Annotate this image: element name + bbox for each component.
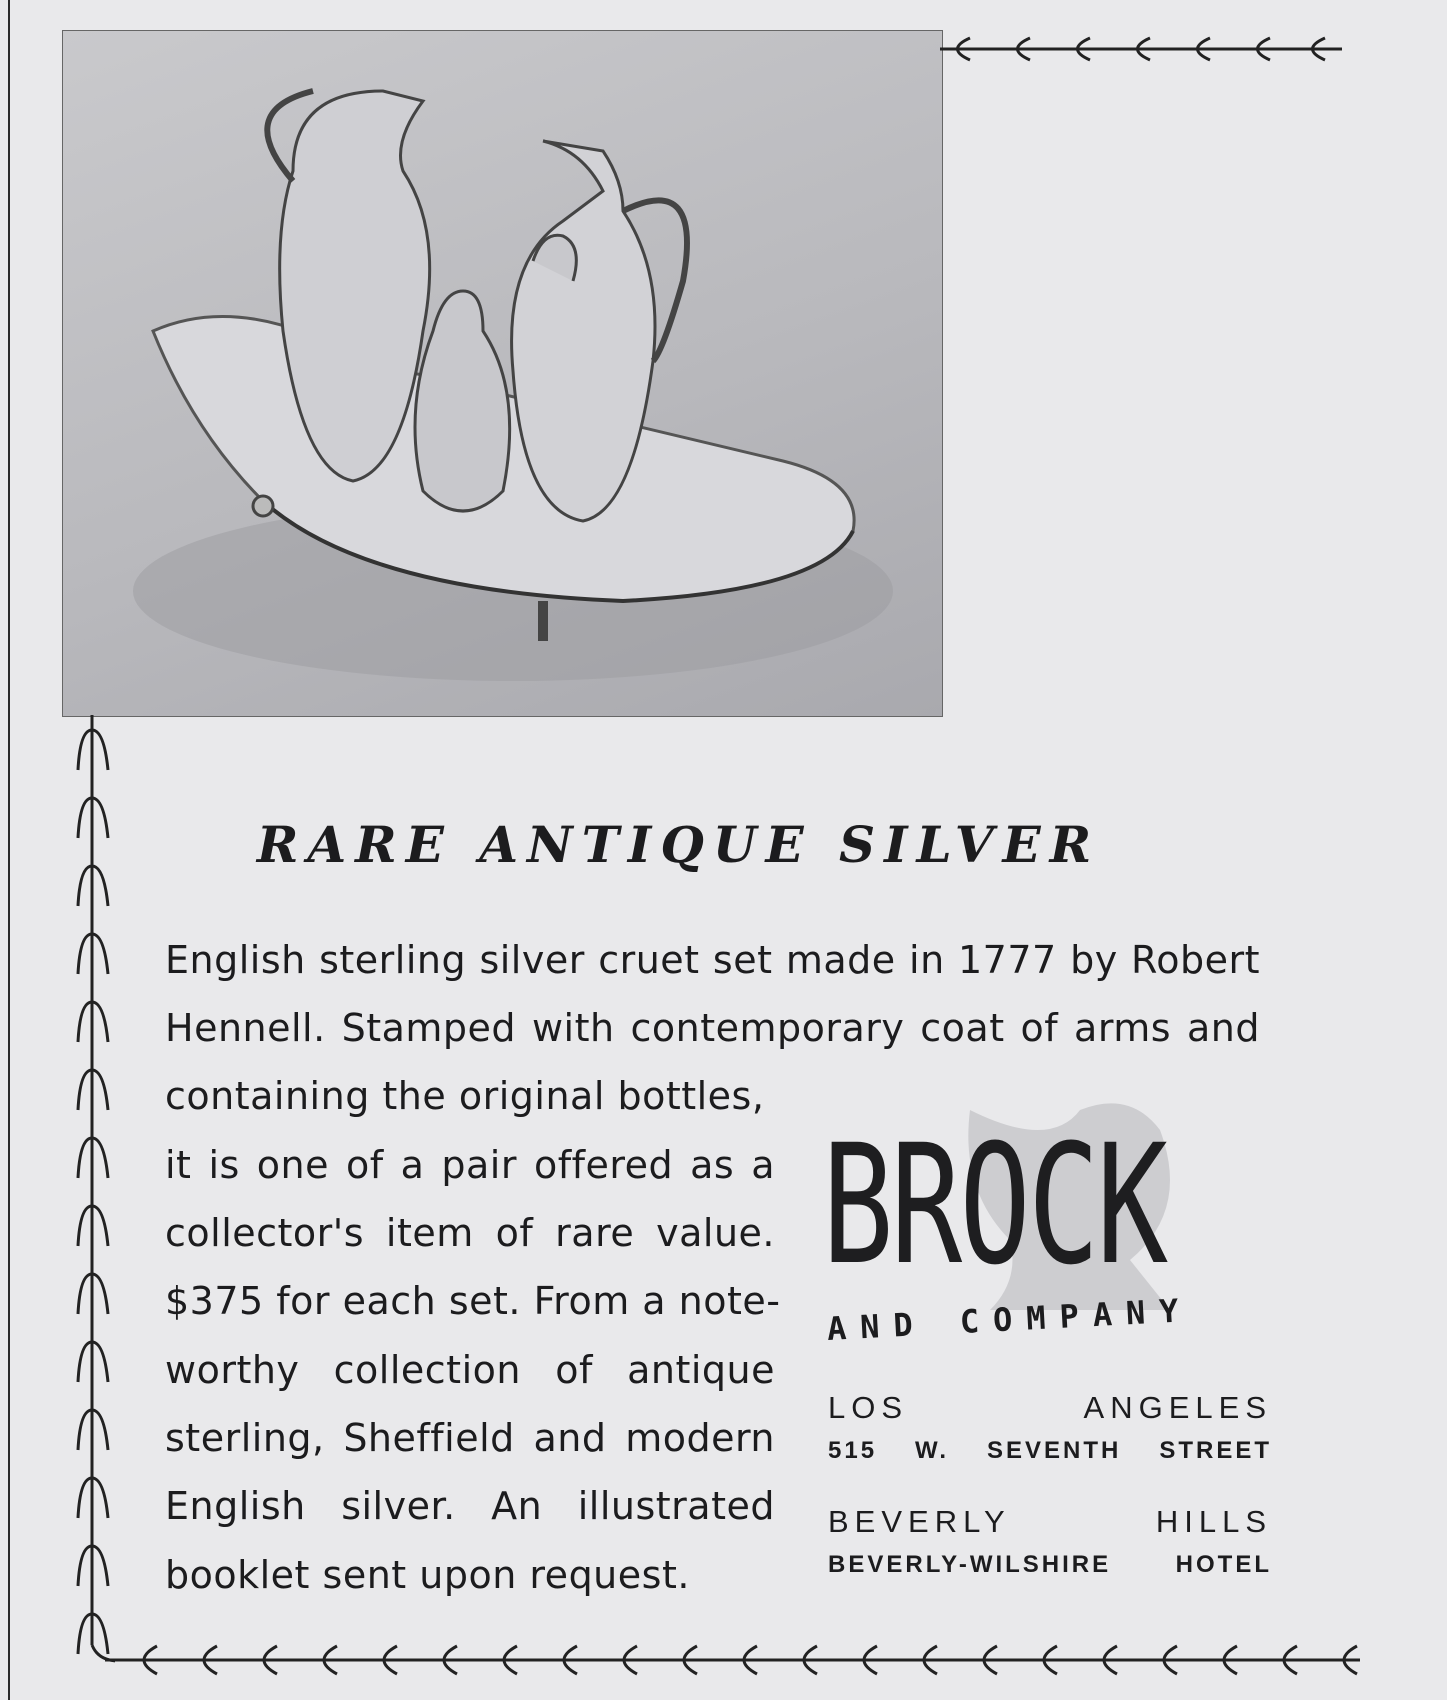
cruet-set-photo xyxy=(62,30,943,717)
body-line: English silver. An illustrated xyxy=(165,1484,775,1528)
body-line: sterling, Sheffield and modern xyxy=(165,1416,775,1460)
body-line: Hennell. Stamped with contemporary coat of arms and xyxy=(165,1006,1260,1050)
body-line: collector's item of rare value. xyxy=(165,1211,775,1255)
headline-text: RARE ANTIQUE SILVER xyxy=(256,815,1101,874)
body-line: $375 for each set. From a note- xyxy=(165,1279,781,1323)
body-line: containing the original bottles, xyxy=(165,1074,765,1118)
bottom-arrow-border xyxy=(105,1640,1360,1680)
ad-headline xyxy=(0,815,1447,874)
location-address: BEVERLY-WILSHIRE HOTEL xyxy=(828,1551,1272,1578)
body-line: English sterling silver cruet set made in 1777 by Robert xyxy=(165,938,1260,982)
top-arrow-border xyxy=(940,34,1342,64)
location-city: BEVERLY HILLS xyxy=(828,1504,1272,1539)
brand-name: BROCK xyxy=(822,1109,1166,1301)
silver-cruet-illustration xyxy=(63,31,942,716)
location-city: LOS ANGELES xyxy=(828,1390,1272,1425)
brand-subtitle: AND COMPANY xyxy=(826,1290,1194,1348)
location-address: 515 W. SEVENTH STREET xyxy=(828,1437,1272,1464)
body-line: booklet sent upon request. xyxy=(165,1553,690,1597)
body-line: worthy collection of antique xyxy=(165,1348,775,1392)
body-line: it is one of a pair offered as a xyxy=(165,1143,775,1187)
